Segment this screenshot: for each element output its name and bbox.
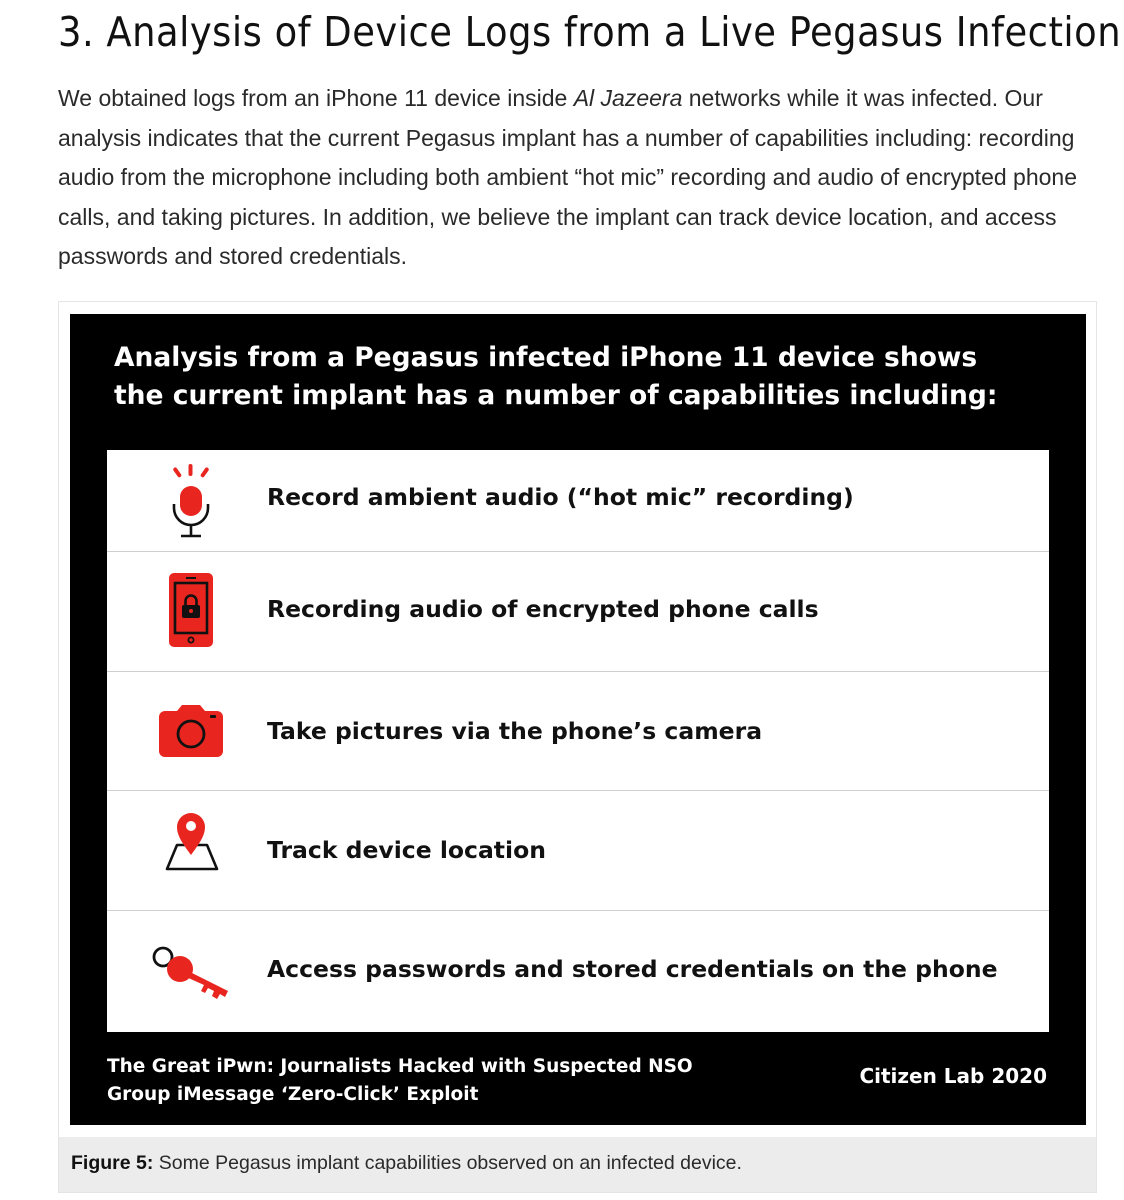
key-icon — [150, 945, 232, 1003]
section-heading: 3. Analysis of Device Logs from a Live Pegasus Infection — [58, 8, 1122, 56]
capabilities-list — [107, 450, 1049, 1032]
figure-caption — [71, 1152, 742, 1175]
intro-paragraph — [58, 79, 1108, 277]
capability-row — [107, 552, 1049, 672]
camera-icon — [157, 703, 225, 759]
capability-row — [107, 450, 1049, 552]
source-title: The Great iPwn: Journalists Hacked with Suspected NSO Group iMessage ‘Zero-Click’ Exploit — [107, 1056, 693, 1105]
capability-row — [107, 672, 1049, 791]
capability-label: Recording audio of encrypted phone calls — [267, 595, 819, 623]
capability-row — [107, 791, 1049, 911]
intro-text-part2: networks while it was infected. Our analysis indicates that the current Pegasus implant has a number of capabilities including: recording audio from the microphone including both ambient “hot mic” recording and audio of encrypted phone calls, and taking pictures. In addition, we believe the implant can track device location, and access passwords and stored credentials. — [58, 85, 1078, 270]
caption-text: Some Pegasus implant capabilities observed on an infected device. — [153, 1152, 742, 1174]
caption-label: Figure 5: — [71, 1152, 154, 1174]
capability-label: Record ambient audio (“hot mic” recording) — [267, 483, 854, 511]
capability-row — [107, 911, 1049, 1032]
locked-phone-icon — [167, 571, 215, 649]
infographic-title: Analysis from a Pegasus infected iPhone 11 device shows the current implant has a number of capabilities including: — [114, 342, 998, 411]
capability-label: Track device location — [267, 836, 546, 864]
intro-text-part1: We obtained logs from an iPhone 11 device inside — [58, 85, 574, 111]
capability-label: Access passwords and stored credentials on the phone — [267, 955, 998, 983]
intro-emphasis: Al Jazeera — [573, 85, 683, 111]
microphone-icon — [165, 462, 217, 540]
location-pin-icon — [163, 807, 221, 873]
credit-text: Citizen Lab 2020 — [859, 1064, 1047, 1088]
capability-label: Take pictures via the phone’s camera — [267, 717, 763, 745]
